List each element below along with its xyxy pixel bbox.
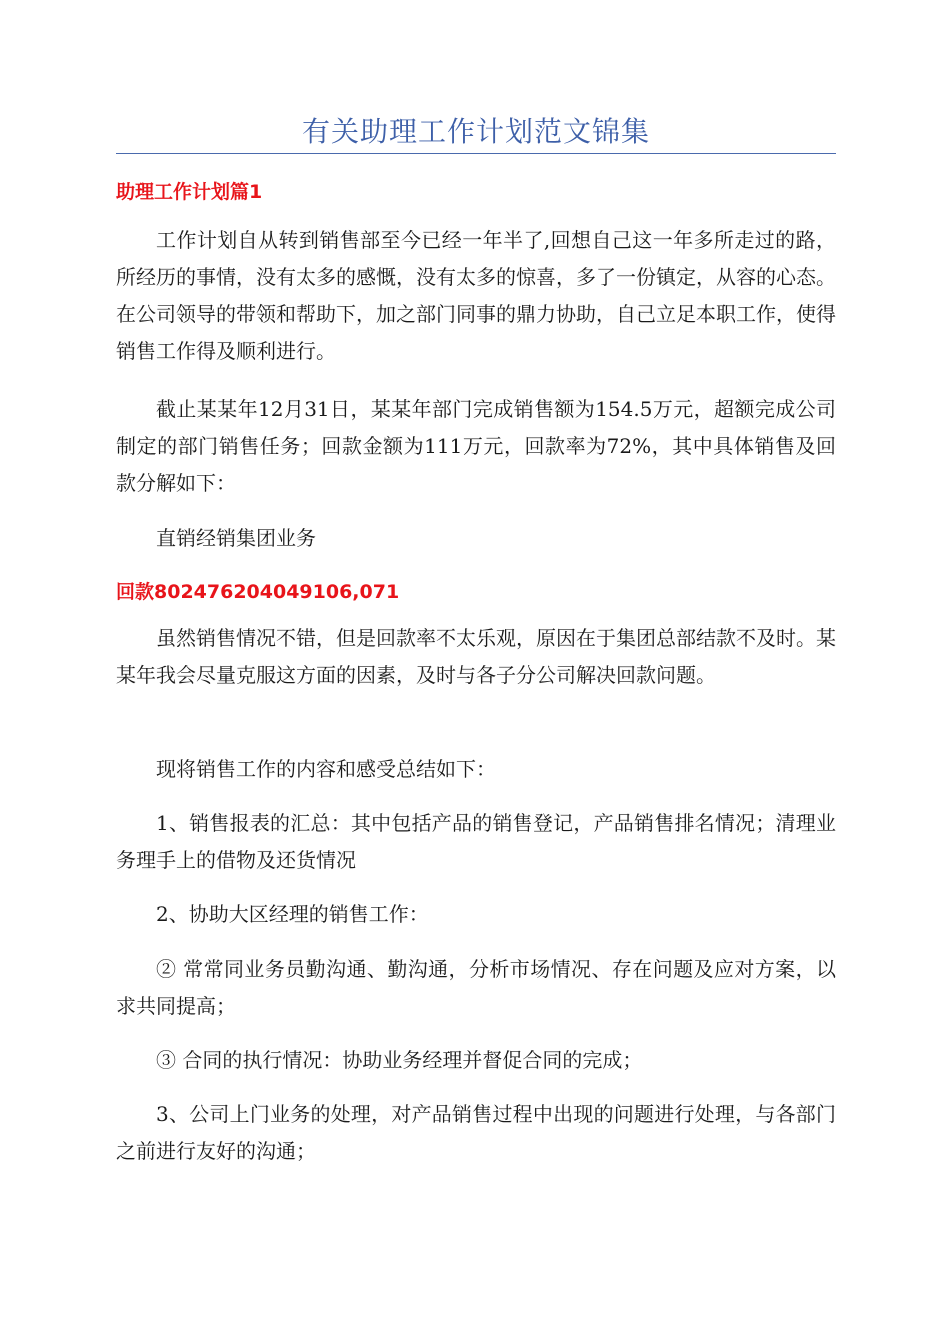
section-1-paragraph-3: 直销经销集团业务	[156, 526, 316, 550]
section-2-paragraph-5: ② 常常同业务员勤沟通、勤沟通，分析市场情况、存在问题及应对方案，以求共同提高；	[116, 957, 836, 1018]
section-2-paragraph-1: 虽然销售情况不错，但是回款率不太乐观，原因在于集团总部结款不及时。某某年我会尽量克服这方面的因素，及时与各子分公司解决回款问题。	[116, 626, 836, 687]
title-underline	[116, 153, 836, 154]
section-1-paragraph-2: 截止某某年12月31日，某某年部门完成销售额为154.5万元，超额完成公司制定的部门销售任务；回款金额为111万元，回款率为72%，其中具体销售及回款分解如下：	[116, 397, 836, 495]
section-2-paragraph-2: 现将销售工作的内容和感受总结如下：	[156, 757, 496, 781]
section-heading-1: 助理工作计划篇1	[116, 181, 263, 203]
section-2-paragraph-6: ③ 合同的执行情况：协助业务经理并督促合同的完成；	[156, 1048, 643, 1072]
document-title: 有关助理工作计划范文锦集	[301, 115, 650, 148]
section-heading-2: 回款802476204049106,071	[116, 581, 400, 603]
section-2-paragraph-3: 1、销售报表的汇总：其中包括产品的销售登记，产品销售排名情况；清理业务理手上的借物及还货情况	[116, 811, 836, 872]
section-2-paragraph-7: 3、公司上门业务的处理，对产品销售过程中出现的问题进行处理，与各部门之前进行友好的沟通；	[116, 1102, 836, 1163]
section-1-paragraph-1: 工作计划自从转到销售部至今已经一年半了,回想自己这一年多所走过的路，所经历的事情，没有太多的感慨，没有太多的惊喜，多了一份镇定，从容的心态。在公司领导的带领和帮助下，加之部门同事的鼎力协助，自己立足本职工作，使得销售工作得及顺利进行。	[116, 228, 836, 363]
section-2-paragraph-4: 2、协助大区经理的销售工作：	[156, 902, 429, 926]
